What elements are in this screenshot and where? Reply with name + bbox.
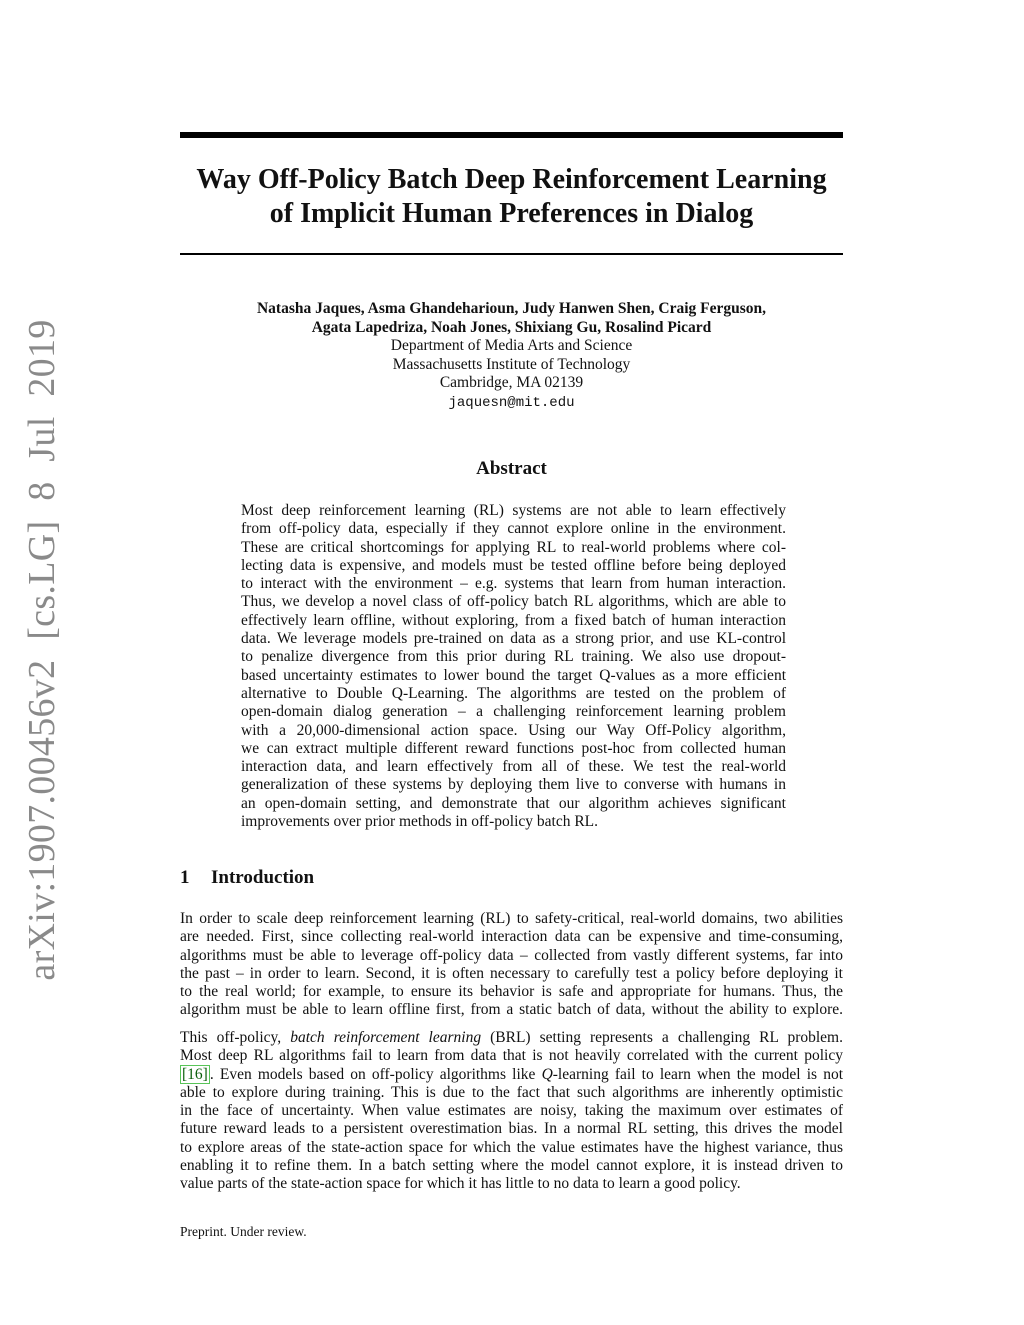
paragraph-line: an open-domain setting, and demonstrate that our algorithm achieves significant [241, 794, 786, 812]
emphasis-text: batch reinforcement learning [290, 1029, 482, 1046]
paragraph-line [180, 1066, 843, 1084]
paragraph-line: based uncertainty estimates to lower bound the target Q-values as a more efficient [241, 666, 786, 684]
paragraph-line: value parts of the state-action space for which it has little to no data to learn a good policy. [180, 1175, 741, 1193]
paragraph-line: the past – in order to learn. Second, it is often necessary to carefully test a policy before deploying it [180, 964, 843, 982]
paragraph-rest [180, 1084, 843, 1194]
title-top-rule [180, 132, 843, 138]
footer-note: Preprint. Under review. [180, 1224, 307, 1239]
paper-title [180, 163, 843, 231]
abstract-text [241, 502, 786, 831]
paragraph-line: interaction data, and learn effectively from all of these. We test the real-world [241, 758, 786, 776]
paragraph-line: lecting data is expensive, and models must be tested offline before being deployed [241, 556, 786, 574]
author-block [180, 300, 843, 413]
institution: Massachusetts Institute of Technology [392, 355, 631, 373]
text-run: -learning fail to learn when the model is not [552, 1065, 843, 1083]
title-line: Way Off-Policy Batch Deep Reinforcement Learning [196, 164, 827, 195]
arxiv-identifier-stamp: arXiv:1907.00456v2 [cs.LG] 8 Jul 2019 [21, 319, 63, 981]
paragraph-line: improvements over prior methods in off-policy batch RL. [241, 813, 598, 831]
paragraph-line: effectively learn offline, without exploring, from a fixed batch of human interaction [241, 611, 786, 629]
paragraph-line: enabling it to refine them. In a batch setting where the model cannot explore, it is instead driven to [180, 1157, 843, 1175]
text-run: . Even models based on off-policy algorithms like [209, 1065, 542, 1083]
paragraph-line: future reward leads to a persistent overestimation bias. In a normal RL setting, this drives the model [180, 1120, 843, 1138]
paragraph-line: Most deep RL algorithms fail to learn from data that is not heavily correlated with the current policy [180, 1047, 843, 1065]
paragraph-line: Thus, we develop a novel class of off-policy batch RL algorithms, which are able to [241, 593, 786, 611]
author-names-line: Agata Lapedriza, Noah Jones, Shixiang Gu, Rosalind Picard [311, 318, 712, 336]
paragraph-line: from off-policy data, especially if they cannot explore online in the environment. [241, 520, 786, 538]
text-run: This off-policy, [180, 1029, 291, 1046]
department: Department of Media Arts and Science [390, 337, 633, 354]
paragraph-line: able to explore during training. This is due to the fact that such algorithms are inherently optimistic [180, 1083, 843, 1101]
contact-email[interactable]: jaquesn@mit.edu [448, 394, 575, 411]
text-run: (BRL) setting represents a challenging RL problem. [481, 1029, 843, 1046]
math-symbol: Q [541, 1065, 553, 1083]
paragraph-line [180, 1029, 843, 1047]
abstract-heading: Abstract [476, 458, 547, 479]
paragraph-line: These are critical shortcomings for applying RL to real-world problems where col- [241, 538, 786, 556]
paragraph-line: with a 20,000-dimensional action space. Using our Way Off-Policy algorithm, [241, 721, 786, 739]
paragraph-line: open-domain dialog generation – a challenging reinforcement learning problem [241, 703, 786, 721]
paragraph-line: to explore areas of the state-action space for which the value estimates have the highest variance, thus [180, 1138, 843, 1156]
paragraph-line: to interact with the environment – e.g. systems that learn from human interaction. [241, 575, 786, 593]
paragraph-line: In order to scale deep reinforcement learning (RL) to safety-critical, real-world domains, two abilities [180, 910, 843, 927]
paragraph-line: in the face of uncertainty. When value estimates are noisy, taking the maximum over estimates of [180, 1102, 843, 1120]
intro-paragraph-2 [180, 1029, 843, 1194]
location: Cambridge, MA 02139 [439, 374, 584, 391]
paragraph-line: alternative to Double Q-Learning. The algorithms are tested on the problem of [241, 684, 786, 702]
paragraph-line: we can extract multiple different reward functions post-hoc from collected human [241, 739, 786, 757]
citation-link[interactable]: [16] [182, 1065, 208, 1083]
author-names-line: Natasha Jaques, Asma Ghandeharioun, Judy Hanwen Shen, Craig Ferguson, [256, 300, 767, 317]
title-line: of Implicit Human Preferences in Dialog [269, 198, 754, 229]
paragraph-line: Most deep reinforcement learning (RL) systems are not able to learn effectively [241, 502, 786, 519]
paragraph-line: to penalize divergence from this prior during RL training. We also use dropout- [241, 648, 786, 666]
paragraph-line: to the real world; for example, to ensure its behavior is safe and appropriate for humans. Thus, the [180, 983, 843, 1001]
title-bottom-rule [180, 253, 843, 255]
section-title: Introduction [211, 867, 315, 888]
paragraph-line: algorithm must be able to learn offline first, from a static batch of data, without the ability to explore. [180, 1001, 843, 1019]
paragraph-line: are needed. First, since collecting real-world interaction data can be expensive and time-consuming, [180, 928, 843, 946]
paragraph-line: generalization of these systems by deploying them live to converse with humans in [241, 776, 786, 794]
section-number: 1 [180, 867, 190, 888]
section-heading-introduction [180, 867, 314, 889]
paragraph-line: algorithms must be able to leverage off-policy data – collected from vastly different systems, far into [180, 946, 843, 964]
intro-paragraph-1 [180, 910, 843, 1020]
paragraph-line: data. We leverage models pre-trained on data as a strong prior, and use KL-control [241, 630, 786, 648]
